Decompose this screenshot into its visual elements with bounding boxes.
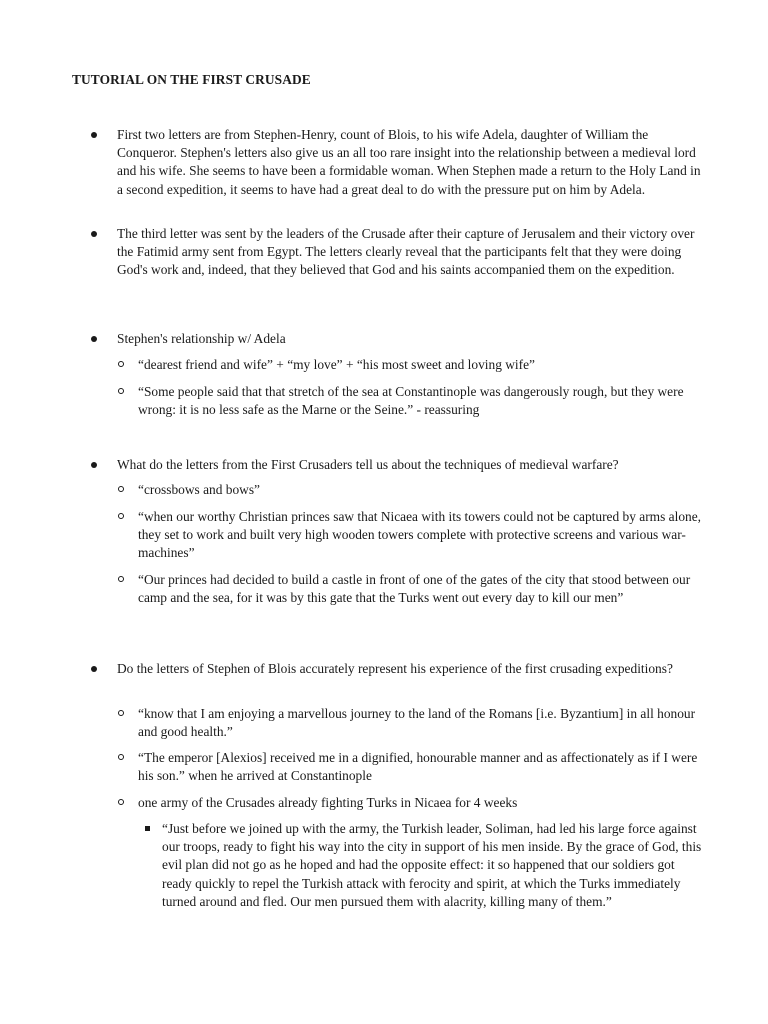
list-item xyxy=(138,571,708,607)
list-item xyxy=(138,383,708,419)
list-item-text: Stephen's relationship w/ Adela xyxy=(117,331,286,346)
circle-bullet-icon xyxy=(118,513,124,519)
circle-bullet-icon xyxy=(118,361,124,367)
circle-bullet-icon xyxy=(118,486,124,492)
list-item xyxy=(138,481,708,499)
circle-bullet-icon xyxy=(118,576,124,582)
list-item-text: “crossbows and bows” xyxy=(138,482,260,497)
list-item-text: What do the letters from the First Crusaders tell us about the techniques of medieval warfare? xyxy=(117,457,619,472)
disc-bullet-icon xyxy=(91,132,97,138)
circle-bullet-icon xyxy=(118,799,124,805)
list-item xyxy=(117,225,707,280)
list-item-text: “Our princes had decided to build a castle in front of one of the gates of the city that stood between our camp and the sea, for it was by this gate that the Turks went out every day to kill our men” xyxy=(138,572,691,606)
list-item xyxy=(138,508,708,563)
list-item xyxy=(138,794,708,812)
list-item-text: Do the letters of Stephen of Blois accurately represent his experience of the first crusading expeditions? xyxy=(117,661,673,676)
list-item xyxy=(162,820,707,911)
list-item-text: The third letter was sent by the leaders of the Crusade after their capture of Jerusalem and their victory over the Fatimid army sent from Egypt. The letters clearly reveal that the participants felt that they were doing God's work and, indeed, that they believed that God and his saints accompanied them on the expedition. xyxy=(117,226,695,278)
list-item xyxy=(117,126,707,199)
list-item-text: “when our worthy Christian princes saw that Nicaea with its towers could not be captured by arms alone, they set to work and built very high wooden towers complete with protective screens and various war-machines” xyxy=(138,509,701,561)
list-item xyxy=(117,660,707,678)
list-item-text: First two letters are from Stephen-Henry, count of Blois, to his wife Adela, daughter of William the Conqueror. Stephen's letters also give us an all too rare insight into the relationship between a medieval lord and his wife. She seems to have been a formidable woman. When Stephen made a return to the Holy Land in a second expedition, it seems to have had a great deal to do with the pressure put on him by Adela. xyxy=(117,127,701,197)
list-item-text: “Some people said that that stretch of the sea at Constantinople was dangerously rough, but they were wrong: it is no less safe as the Marne or the Seine.” - reassuring xyxy=(138,384,684,418)
list-item xyxy=(117,330,707,348)
list-item xyxy=(138,705,708,741)
disc-bullet-icon xyxy=(91,336,97,342)
document-title: TUTORIAL ON THE FIRST CRUSADE xyxy=(72,72,311,87)
disc-bullet-icon xyxy=(91,231,97,237)
square-bullet-icon xyxy=(145,826,150,831)
list-item-text: one army of the Crusades already fighting Turks in Nicaea for 4 weeks xyxy=(138,795,518,810)
list-item xyxy=(138,749,708,785)
circle-bullet-icon xyxy=(118,388,124,394)
list-item xyxy=(117,456,707,474)
disc-bullet-icon xyxy=(91,666,97,672)
list-item-text: “dearest friend and wife” + “my love” + “his most sweet and loving wife” xyxy=(138,357,535,372)
disc-bullet-icon xyxy=(91,462,97,468)
list-item-text: “Just before we joined up with the army, the Turkish leader, Soliman, had led his large force against our troops, ready to fight his way into the city in support of his men inside. By the grace of God, this evil plan did not go as he hoped and had the opposite effect: it so happened that our soldiers got ready quickly to repel the Turkish attack with ferocity and spirit, at which the Turks immediately turned around and fled. Our men pursued them with alacrity, killing many of them.” xyxy=(162,821,702,909)
list-item xyxy=(138,356,708,374)
list-item-text: “The emperor [Alexios] received me in a dignified, honourable manner and as affectionately as if I were his son.” when he arrived at Constantinople xyxy=(138,750,698,784)
circle-bullet-icon xyxy=(118,754,124,760)
circle-bullet-icon xyxy=(118,710,124,716)
list-item-text: “know that I am enjoying a marvellous journey to the land of the Romans [i.e. Byzantium] in all honour and good health.” xyxy=(138,706,696,740)
